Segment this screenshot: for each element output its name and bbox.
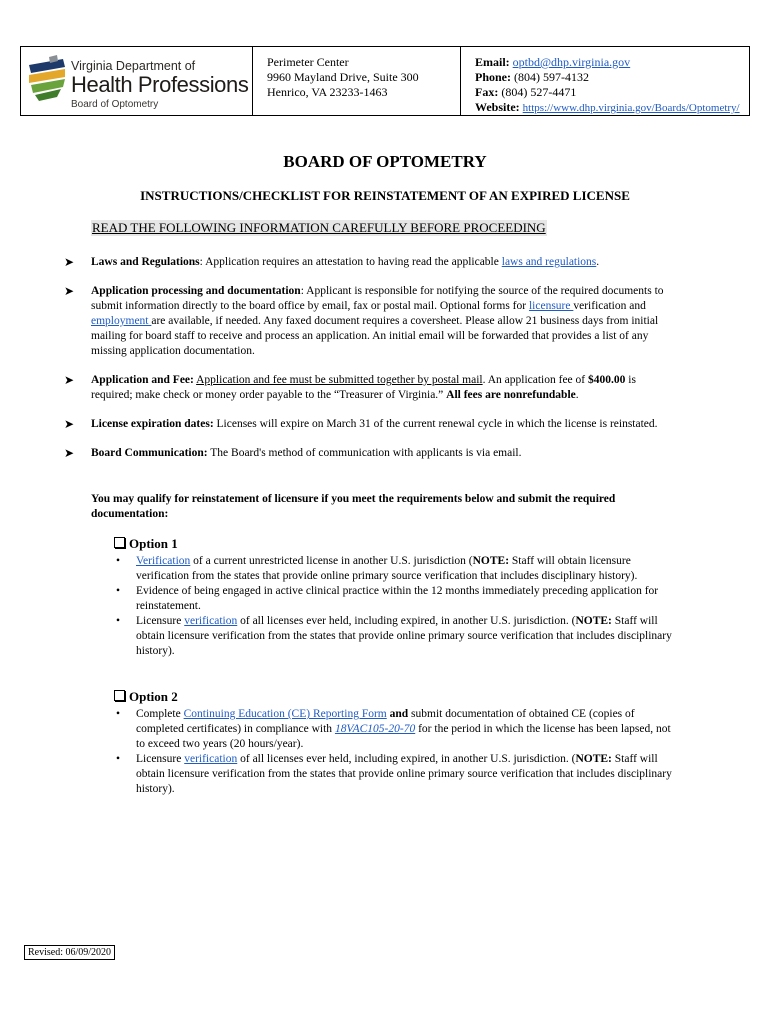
logo-line3: Board of Optometry: [71, 99, 159, 110]
bullet-communication: [64, 446, 674, 461]
bullet-laws: [64, 255, 674, 270]
page-title: BOARD OF OPTOMETRY: [283, 152, 487, 171]
option1-heading: [114, 536, 178, 552]
read-notice: READ THE FOLLOWING INFORMATION CAREFULLY BEFORE PROCEEDING: [92, 220, 546, 235]
address-line2: 9960 Mayland Drive, Suite 300: [267, 70, 419, 84]
instruction-list: [64, 255, 674, 475]
item-text: of all licenses ever held, including expired, in another U.S. jurisdiction. (: [237, 753, 576, 765]
fax-number: (804) 527-4471: [501, 85, 577, 99]
address-line3: Henrico, VA 23233-1463: [267, 85, 388, 99]
fee-nonrefundable: All fees are nonrefundable: [446, 389, 576, 401]
verification-link[interactable]: Verification: [136, 555, 191, 567]
fee-text1: . An application fee of: [482, 374, 588, 386]
checkbox-icon[interactable]: [114, 690, 125, 701]
communication-text: The Board's method of communication with applicants is via email.: [207, 447, 522, 459]
option1-list: [116, 554, 676, 659]
option2-title: Option 2: [129, 689, 178, 704]
processing-text3: are available, if needed. Any faxed document requires a coversheet. Please allow 21 business days from initial mailing for board staff to receive and process an application. An initial email will be forwarded that provides a list of any missing application documentation.: [91, 315, 659, 357]
phone-number: (804) 597-4132: [514, 70, 589, 84]
fax-label: Fax:: [475, 85, 499, 99]
logo-cell: [20, 46, 253, 116]
logo-line1: Virginia Department of: [71, 59, 196, 73]
dhp-logo: [27, 51, 249, 113]
contact-info: [475, 55, 740, 116]
bullet-dot-icon: •: [116, 708, 121, 720]
email-label: Email:: [475, 55, 510, 69]
email-link[interactable]: optbd@dhp.virginia.gov: [512, 55, 631, 69]
bullet-dot-icon: •: [116, 615, 121, 627]
expiration-label: License expiration dates:: [91, 418, 214, 430]
item-text: Complete: [136, 708, 184, 720]
item-text: Staff will obtain licensure verification from the states that provide online primary source verification that includes disciplinary history).: [136, 615, 672, 657]
letterhead: [20, 46, 750, 118]
checkbox-icon[interactable]: [114, 537, 125, 548]
item-text: of a current unrestricted license in another U.S. jurisdiction (: [190, 555, 473, 567]
processing-text2: verification and: [573, 300, 646, 312]
item-text: for the period in which the license has been lapsed, not to exceed two years (20 hours/year).: [136, 723, 671, 750]
regulation-link[interactable]: 18VAC105-20-70: [334, 723, 416, 735]
bullet-dot-icon: •: [116, 753, 121, 765]
arrow-bullet-icon: ➤: [64, 255, 75, 269]
list-item: [116, 752, 676, 797]
contact-cell: [460, 46, 750, 116]
note-label: NOTE:: [575, 753, 612, 765]
communication-label: Board Communication:: [91, 447, 208, 459]
ce-reporting-form-link[interactable]: Continuing Education (CE) Reporting Form: [183, 708, 387, 720]
item-text: of all licenses ever held, including expired, in another U.S. jurisdiction. (: [237, 615, 576, 627]
virginia-map-icon: [27, 55, 67, 109]
verification-link[interactable]: verification: [184, 753, 238, 765]
arrow-bullet-icon: ➤: [64, 446, 75, 460]
and-bold: and: [386, 708, 409, 720]
item-text: submit documentation of obtained CE (copies of completed certificates) in compliance with: [136, 708, 635, 735]
expiration-text: Licenses will expire on March 31 of the current renewal cycle in which the license is reinstated.: [213, 418, 658, 430]
phone-label: Phone:: [475, 70, 511, 84]
fee-label: Application and Fee:: [91, 374, 194, 386]
bullet-expiration: [64, 417, 674, 432]
item-text: Licensure: [136, 615, 185, 627]
item-text: Licensure: [136, 753, 185, 765]
processing-text1: : Applicant is responsible for notifying the source of the required documents to submit information directly to the board office by email, fax or postal mail. Optional forms for: [91, 285, 664, 312]
bullet-processing: [64, 284, 674, 359]
processing-label: Application processing and documentation: [91, 285, 301, 297]
bullet-dot-icon: •: [116, 555, 121, 567]
website-link[interactable]: https://www.dhp.virginia.gov/Boards/Optometry/: [522, 102, 740, 114]
verification-link[interactable]: verification: [184, 615, 238, 627]
logo-line2: Health Professions: [71, 72, 249, 97]
list-item: [116, 614, 676, 659]
licensure-link[interactable]: licensure: [528, 300, 574, 312]
option1-title: Option 1: [129, 536, 178, 551]
page-subtitle: INSTRUCTIONS/CHECKLIST FOR REINSTATEMENT OF AN EXPIRED LICENSE: [140, 188, 630, 203]
arrow-bullet-icon: ➤: [64, 417, 75, 431]
arrow-bullet-icon: ➤: [64, 284, 75, 298]
list-item: [116, 554, 676, 584]
address-line1: Perimeter Center: [267, 55, 349, 69]
bullet-fee: [64, 373, 674, 403]
laws-end: .: [596, 256, 600, 268]
item-text: Evidence of being engaged in active clinical practice within the 12 months immediately preceding application for reinstatement.: [136, 585, 659, 612]
laws-label: Laws and Regulations: [91, 256, 200, 268]
item-text: Staff will obtain licensure verification from the states that provide online primary source verification that includes disciplinary history).: [136, 555, 638, 582]
employment-link[interactable]: employment: [91, 315, 152, 327]
list-item: [116, 707, 676, 752]
fee-underlined: Application and fee must be submitted together by postal mail: [196, 374, 483, 386]
revised-date: Revised: 06/09/2020: [24, 945, 115, 960]
fee-end: .: [575, 389, 579, 401]
mailing-address: [267, 55, 419, 100]
arrow-bullet-icon: ➤: [64, 373, 75, 387]
option2-list: [116, 707, 676, 797]
item-text: Staff will obtain licensure verification from the states that provide online primary source verification that includes disciplinary history).: [136, 753, 672, 795]
address-cell: [252, 46, 461, 116]
website-label: Website:: [475, 100, 520, 114]
fee-amount: $400.00: [588, 374, 626, 386]
fee-text2: is required; make check or money order payable to the “Treasurer of Virginia.”: [91, 374, 636, 401]
laws-regulations-link[interactable]: laws and regulations: [501, 256, 597, 268]
laws-text: : Application requires an attestation to having read the applicable: [199, 256, 502, 268]
note-label: NOTE:: [575, 615, 612, 627]
option2-heading: [114, 689, 178, 705]
bullet-dot-icon: •: [116, 585, 121, 597]
list-item: [116, 584, 676, 614]
note-label: NOTE:: [472, 555, 510, 567]
qualify-statement: You may qualify for reinstatement of licensure if you meet the requirements below and submit the required documentation:: [91, 493, 616, 520]
